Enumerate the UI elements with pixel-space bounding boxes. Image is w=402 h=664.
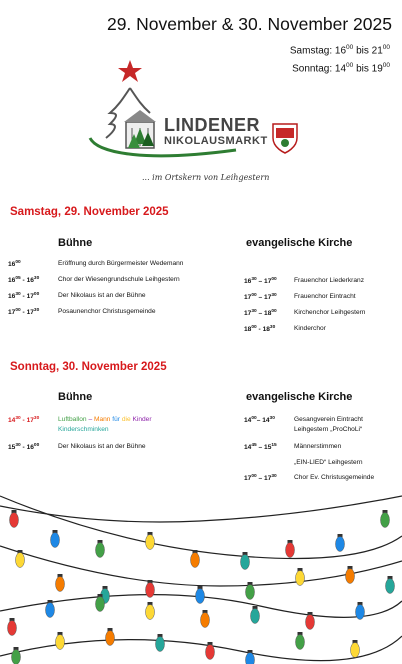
sunday-church-list: $14^{00}-$ $14^{30}$ Gesangverein Eintracht Leihgestern „ProChoLi“ $14^{45} - 15^{15}$ Männerstimmen „EIN-LIED“ Leihgestern $17^{00} - 17^{30}$ Chor Ev. Christusgemeinde: [244, 416, 399, 491]
saturday-stage-list: $16^{00}$ Eröffnung durch Bürgermeister Wedemann $16^{05} - 16^{30}$ Chor der Wiesengrundschule Leihgestern $16^{30} - 17^{00}$ Der Nikolaus ist an der Bühne $17^{00} - 17^{30}$ Posaunenchor Christusgemeinde: [8, 260, 184, 317]
light-bulb-icon: [146, 532, 155, 550]
saturday-title: Samstag, 29. November 2025: [10, 206, 169, 218]
light-bulb-icon: [10, 510, 19, 528]
logo-title-line1: LINDENER: [164, 115, 261, 135]
light-bulb-icon: [106, 628, 115, 646]
light-bulb-icon: [16, 550, 25, 568]
list-item: $14^{00}-$ $14^{30}$ Gesangverein Eintracht Leihgestern „ProChoLi“: [244, 416, 363, 433]
saturday-opening-hours: Samstag: $16^{00}$ bis $21^{00}$: [289, 44, 390, 57]
saturday-stage-heading: Bühne: [58, 237, 93, 249]
light-bulb-icon: [196, 586, 205, 604]
event-dates-headline: 29. November & 30. November 2025: [106, 14, 392, 34]
sunday-opening-hours: Sonntag: $14^{00}$ bis $19^{00}$: [292, 62, 390, 75]
logo-tagline: ... im Ortskern von Leihgestern: [142, 173, 270, 182]
light-bulb-icon: [241, 552, 250, 570]
light-bulb-icon: [381, 510, 390, 528]
string-lights-decoration: [0, 486, 402, 664]
light-bulb-icon: [251, 606, 260, 624]
sunday-title: Sonntag, 30. November 2025: [10, 361, 167, 373]
list-item: $14^{30} - 17^{30}$ Luftballon – Mann für die Kinder Kinderschminken: [8, 416, 152, 433]
saturday-church-list: $16^{30} - 17^{00}$ Frauenchor Liederkranz $17^{00} - 17^{30}$ Frauenchor Eintracht $17^{30} - 18^{00}$ Kirchenchor Leihgestern $18^{00} - 18^{30}$ Kinderchor: [244, 277, 366, 334]
light-bulb-icon: [246, 582, 255, 600]
light-bulb-icon: [296, 568, 305, 586]
light-bulb-icon: [56, 574, 65, 592]
light-bulb-icon: [12, 647, 21, 664]
light-bulb-icon: [336, 534, 345, 552]
coat-of-arms-icon: [270, 120, 300, 156]
sunday-church-heading: evangelische Kirche: [246, 391, 353, 403]
light-bulb-icon: [386, 576, 395, 594]
logo-title-line2: NIKOLAUSMARKT: [164, 135, 268, 147]
light-bulb-icon: [156, 634, 165, 652]
list-item: $14^{45} - 15^{15}$ Männerstimmen „EIN-LIED“ Leihgestern: [244, 443, 363, 466]
light-bulb-icon: [191, 550, 200, 568]
light-bulb-icon: [286, 540, 295, 558]
star-icon: [118, 60, 142, 82]
light-bulb-icon: [351, 640, 360, 658]
light-bulb-icon: [296, 632, 305, 650]
sunday-stage-heading: Bühne: [58, 391, 93, 403]
saturday-church-heading: evangelische Kirche: [246, 237, 353, 249]
light-bulb-icon: [96, 540, 105, 558]
light-bulb-icon: [146, 602, 155, 620]
light-bulb-icon: [146, 580, 155, 598]
light-bulb-icon: [8, 618, 17, 636]
sunday-stage-list: $14^{30} - 17^{30}$ Luftballon – Mann für die Kinder Kinderschminken $15^{30} - 16^{00}$ Der Nikolaus ist an der Bühne: [8, 416, 238, 456]
light-bulb-icon: [356, 602, 365, 620]
light-bulb-icon: [56, 632, 65, 650]
light-bulb-icon: [346, 566, 355, 584]
light-bulb-icon: [201, 610, 210, 628]
light-bulb-icon: [51, 530, 60, 548]
